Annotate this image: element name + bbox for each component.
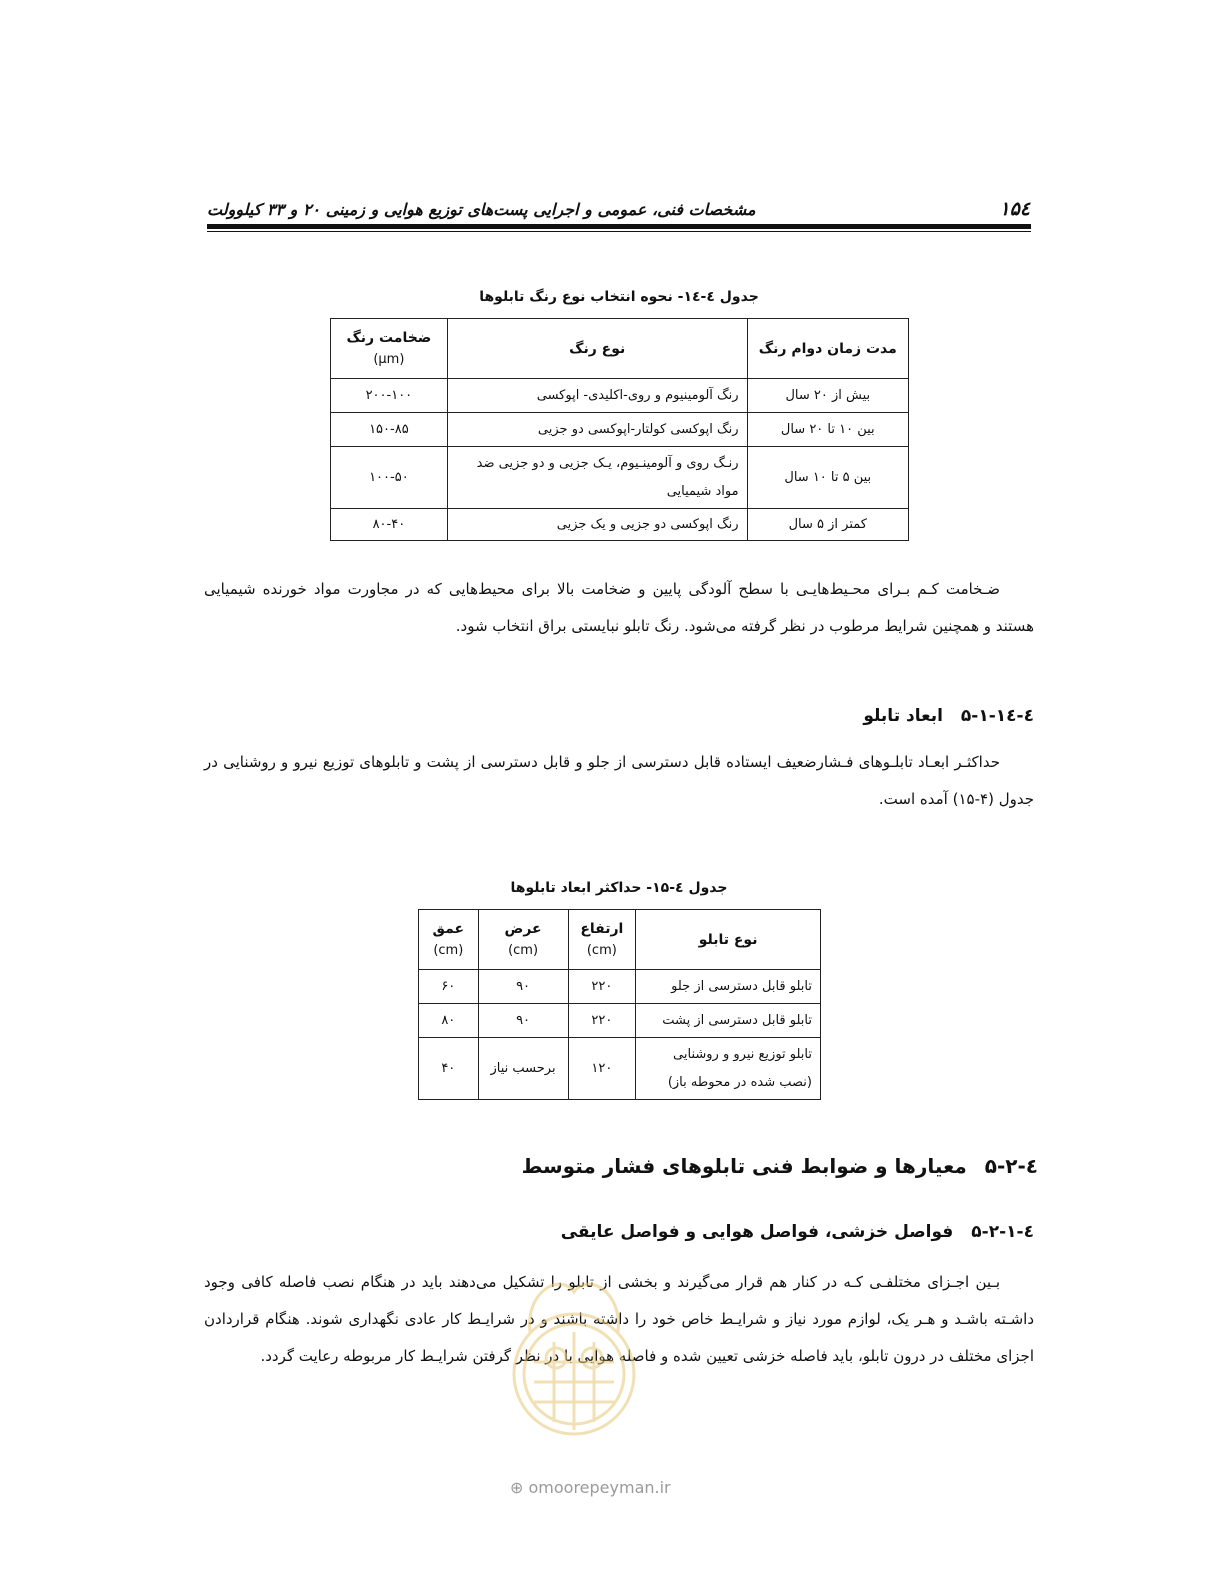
header-width-unit: (cm) <box>508 943 539 958</box>
cell-width: ۹۰ <box>478 1004 568 1038</box>
paragraph-text: بـین اجـزای مختلفـی کـه در کنار هم قرار می‌گیرند و بخشی از تابلو را تشکیل می‌دهند باید در هنگام نصب فاصله کافی وجود داشـته باشـد و هـر یک، لوازم مورد نیاز و شرایـط خاص خود را داشته باشند و در شرایـط کار عادی نگهداری شوند. هنگام قراردادن اجزای مختلف در درون تابلو، باید فاصله خزشی تعیین شده و فاصله هوایی با در نظر گرفتن شرایـط کار مربوطه رعایت گردد. <box>204 1273 1034 1365</box>
cell-thickness: ۲۰۰-۱۰۰ <box>331 379 448 413</box>
header-rule-thin <box>207 231 1031 232</box>
header-thickness <box>331 319 448 379</box>
paint-selection-table <box>330 318 909 541</box>
header-title: مشخصات فنی، عمومی و اجرایی پست‌های توزیع هوایی و زمینی ۲۰ و ۳۳ کیلوولت <box>207 199 756 219</box>
cell-panel-type: تابلو توزیع نیرو و روشنایی (نصب شده در محوطه باز) <box>636 1038 821 1100</box>
paragraph-text: حداکثـر ابعـاد تابلـوهای فـشارضعیف ایستاده قابل دسترسی از جلو و قابل دسترسی از پشت و تابلوهای توزیع نیرو و روشنایی در جدول (۴-۱۵) آمده است. <box>204 753 1034 808</box>
watermark-seal-icon <box>500 1262 648 1438</box>
header-thickness-unit: (µm) <box>373 352 405 367</box>
section-heading-medium-voltage <box>522 1154 1038 1178</box>
header-depth-label: عمق <box>432 921 465 937</box>
header-width <box>478 910 568 970</box>
cell-depth: ۸۰ <box>419 1004 479 1038</box>
section-number: ٤-۵-۱-۱٤ <box>960 706 1034 726</box>
cell-panel-type: تابلو قابل دسترسی از جلو <box>636 970 821 1004</box>
cell-paint-type: رنگ اپوکسی کولتار-اپوکسی دو جزیی <box>447 413 747 447</box>
cell-thickness: ۱۵۰-۸۵ <box>331 413 448 447</box>
paragraph-paint-thickness <box>204 571 1034 645</box>
table-row <box>419 1038 821 1100</box>
header-depth <box>419 910 479 970</box>
paragraph-panel-dimensions <box>204 744 1034 818</box>
globe-icon: ⊕ <box>510 1478 524 1497</box>
cell-height: ۲۲۰ <box>568 970 636 1004</box>
header-rule <box>207 224 1031 229</box>
page-number: ۱۵٤ <box>999 198 1030 220</box>
cell-duration: بین ۵ تا ۱۰ سال <box>747 447 908 509</box>
table-row <box>419 1004 821 1038</box>
cell-duration: کمتر از ۵ سال <box>747 509 908 541</box>
section-heading-clearances <box>561 1222 1034 1242</box>
table-header-row <box>419 910 821 970</box>
header-duration: مدت زمان دوام رنگ <box>747 319 908 379</box>
cell-paint-type: رنـگ روی و آلومینـیوم، یـک جزیی و دو جزیی ضد مواد شیمیایی <box>447 447 747 509</box>
table2-caption: جدول ٤-۱۵- حداکثر ابعاد تابلوها <box>510 880 728 896</box>
running-header <box>207 196 1030 222</box>
table-header-row <box>331 319 909 379</box>
cell-depth: ۶۰ <box>419 970 479 1004</box>
table-row <box>331 413 909 447</box>
section-title: ابعاد تابلو <box>863 706 943 726</box>
cell-height: ۱۲۰ <box>568 1038 636 1100</box>
cell-duration: بیش از ۲۰ سال <box>747 379 908 413</box>
header-panel-type: نوع تابلو <box>636 910 821 970</box>
section-number: ٤-۵-۲-۱ <box>971 1222 1034 1242</box>
header-width-label: عرض <box>504 921 542 937</box>
header-height-unit: (cm) <box>586 943 617 958</box>
cell-paint-type: رنگ آلومینیوم و روی-اکلیدی- اپوکسی <box>447 379 747 413</box>
cell-width: برحسب نیاز <box>478 1038 568 1100</box>
cell-thickness: ۸۰-۴۰ <box>331 509 448 541</box>
website-url: omoorepeyman.ir <box>528 1478 671 1497</box>
table-row <box>331 379 909 413</box>
section-heading-panel-dimensions <box>863 706 1034 726</box>
cell-panel-type: تابلو قابل دسترسی از پشت <box>636 1004 821 1038</box>
cell-height: ۲۲۰ <box>568 1004 636 1038</box>
header-height-label: ارتفاع <box>580 921 624 937</box>
header-thickness-label: ضخامت رنگ <box>346 330 432 346</box>
table-row <box>331 509 909 541</box>
cell-paint-type: رنگ اپوکسی دو جزیی و یک جزیی <box>447 509 747 541</box>
section-number: ٤-۵-۲ <box>984 1154 1038 1178</box>
cell-duration: بین ۱۰ تا ۲۰ سال <box>747 413 908 447</box>
cell-thickness: ۱۰۰-۵۰ <box>331 447 448 509</box>
header-paint-type: نوع رنگ <box>447 319 747 379</box>
section-title: معیارها و ضوابط فنی تابلوهای فشار متوسط <box>521 1154 967 1178</box>
table1-caption: جدول ٤-۱٤- نحوه انتخاب نوع رنگ تابلوها <box>479 289 759 305</box>
panel-dimensions-table <box>418 909 821 1100</box>
table-row <box>419 970 821 1004</box>
footer-website <box>510 1478 671 1497</box>
header-depth-unit: (cm) <box>433 943 464 958</box>
cell-width: ۹۰ <box>478 970 568 1004</box>
cell-depth: ۴۰ <box>419 1038 479 1100</box>
section-title: فواصل خزشی، فواصل هوایی و فواصل عایقی <box>560 1222 954 1242</box>
table-row <box>331 447 909 509</box>
header-height <box>568 910 636 970</box>
paragraph-text: ضـخامت کـم بـرای محـیط‌هایـی با سطح آلودگی پایین و ضخامت بالا برای محیط‌هایی که در مجاورت مواد خورنده شیمیایی هستند و همچنین شرایط مرطوب در نظر گرفته می‌شود. رنگ تابلو نبایستی براق انتخاب شود. <box>204 580 1034 635</box>
